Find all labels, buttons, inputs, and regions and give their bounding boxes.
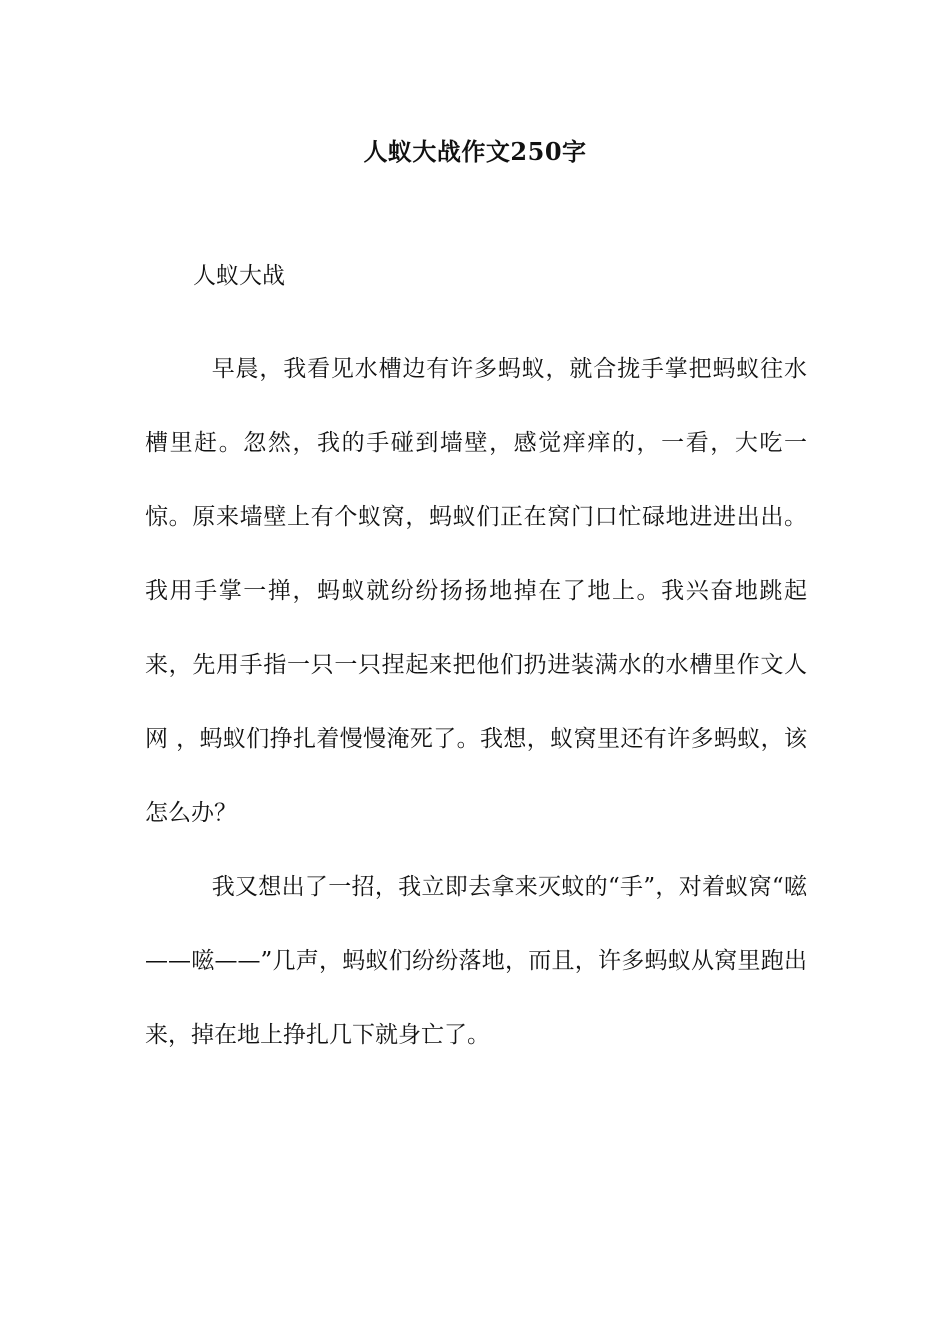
essay-paragraph-1: 早晨，我看见水槽边有许多蚂蚁，就合拢手掌把蚂蚁往水槽里赶。忽然，我的手碰到墙壁，感觉痒痒的，一看，大吃一惊。原来墙壁上有个蚁窝，蚂蚁们正在窝门口忙碌地进进出出。我用手掌一掸，蚂蚁就纷纷扬扬地掉在了地上。我兴奋地跳起来，先用手指一只一只捏起来把他们扔进装满水的水槽里作文人网 ，蚂蚁们挣扎着慢慢淹死了。我想，蚁窝里还有许多蚂蚁，该怎么办？	[145, 356, 807, 826]
essay-subheading: 人蚁大战	[193, 263, 285, 289]
essay-paragraph-2: 我又想出了一招，我立即去拿来灭蚊的“手”，对着蚁窝“嗞——嗞——”几声，蚂蚁们纷纷落地，而且，许多蚂蚁从窝里跑出来，掉在地上挣扎几下就身亡了。	[145, 874, 807, 1048]
document-title: 人蚁大战作文250字	[363, 137, 587, 166]
essay-body	[145, 332, 807, 1072]
